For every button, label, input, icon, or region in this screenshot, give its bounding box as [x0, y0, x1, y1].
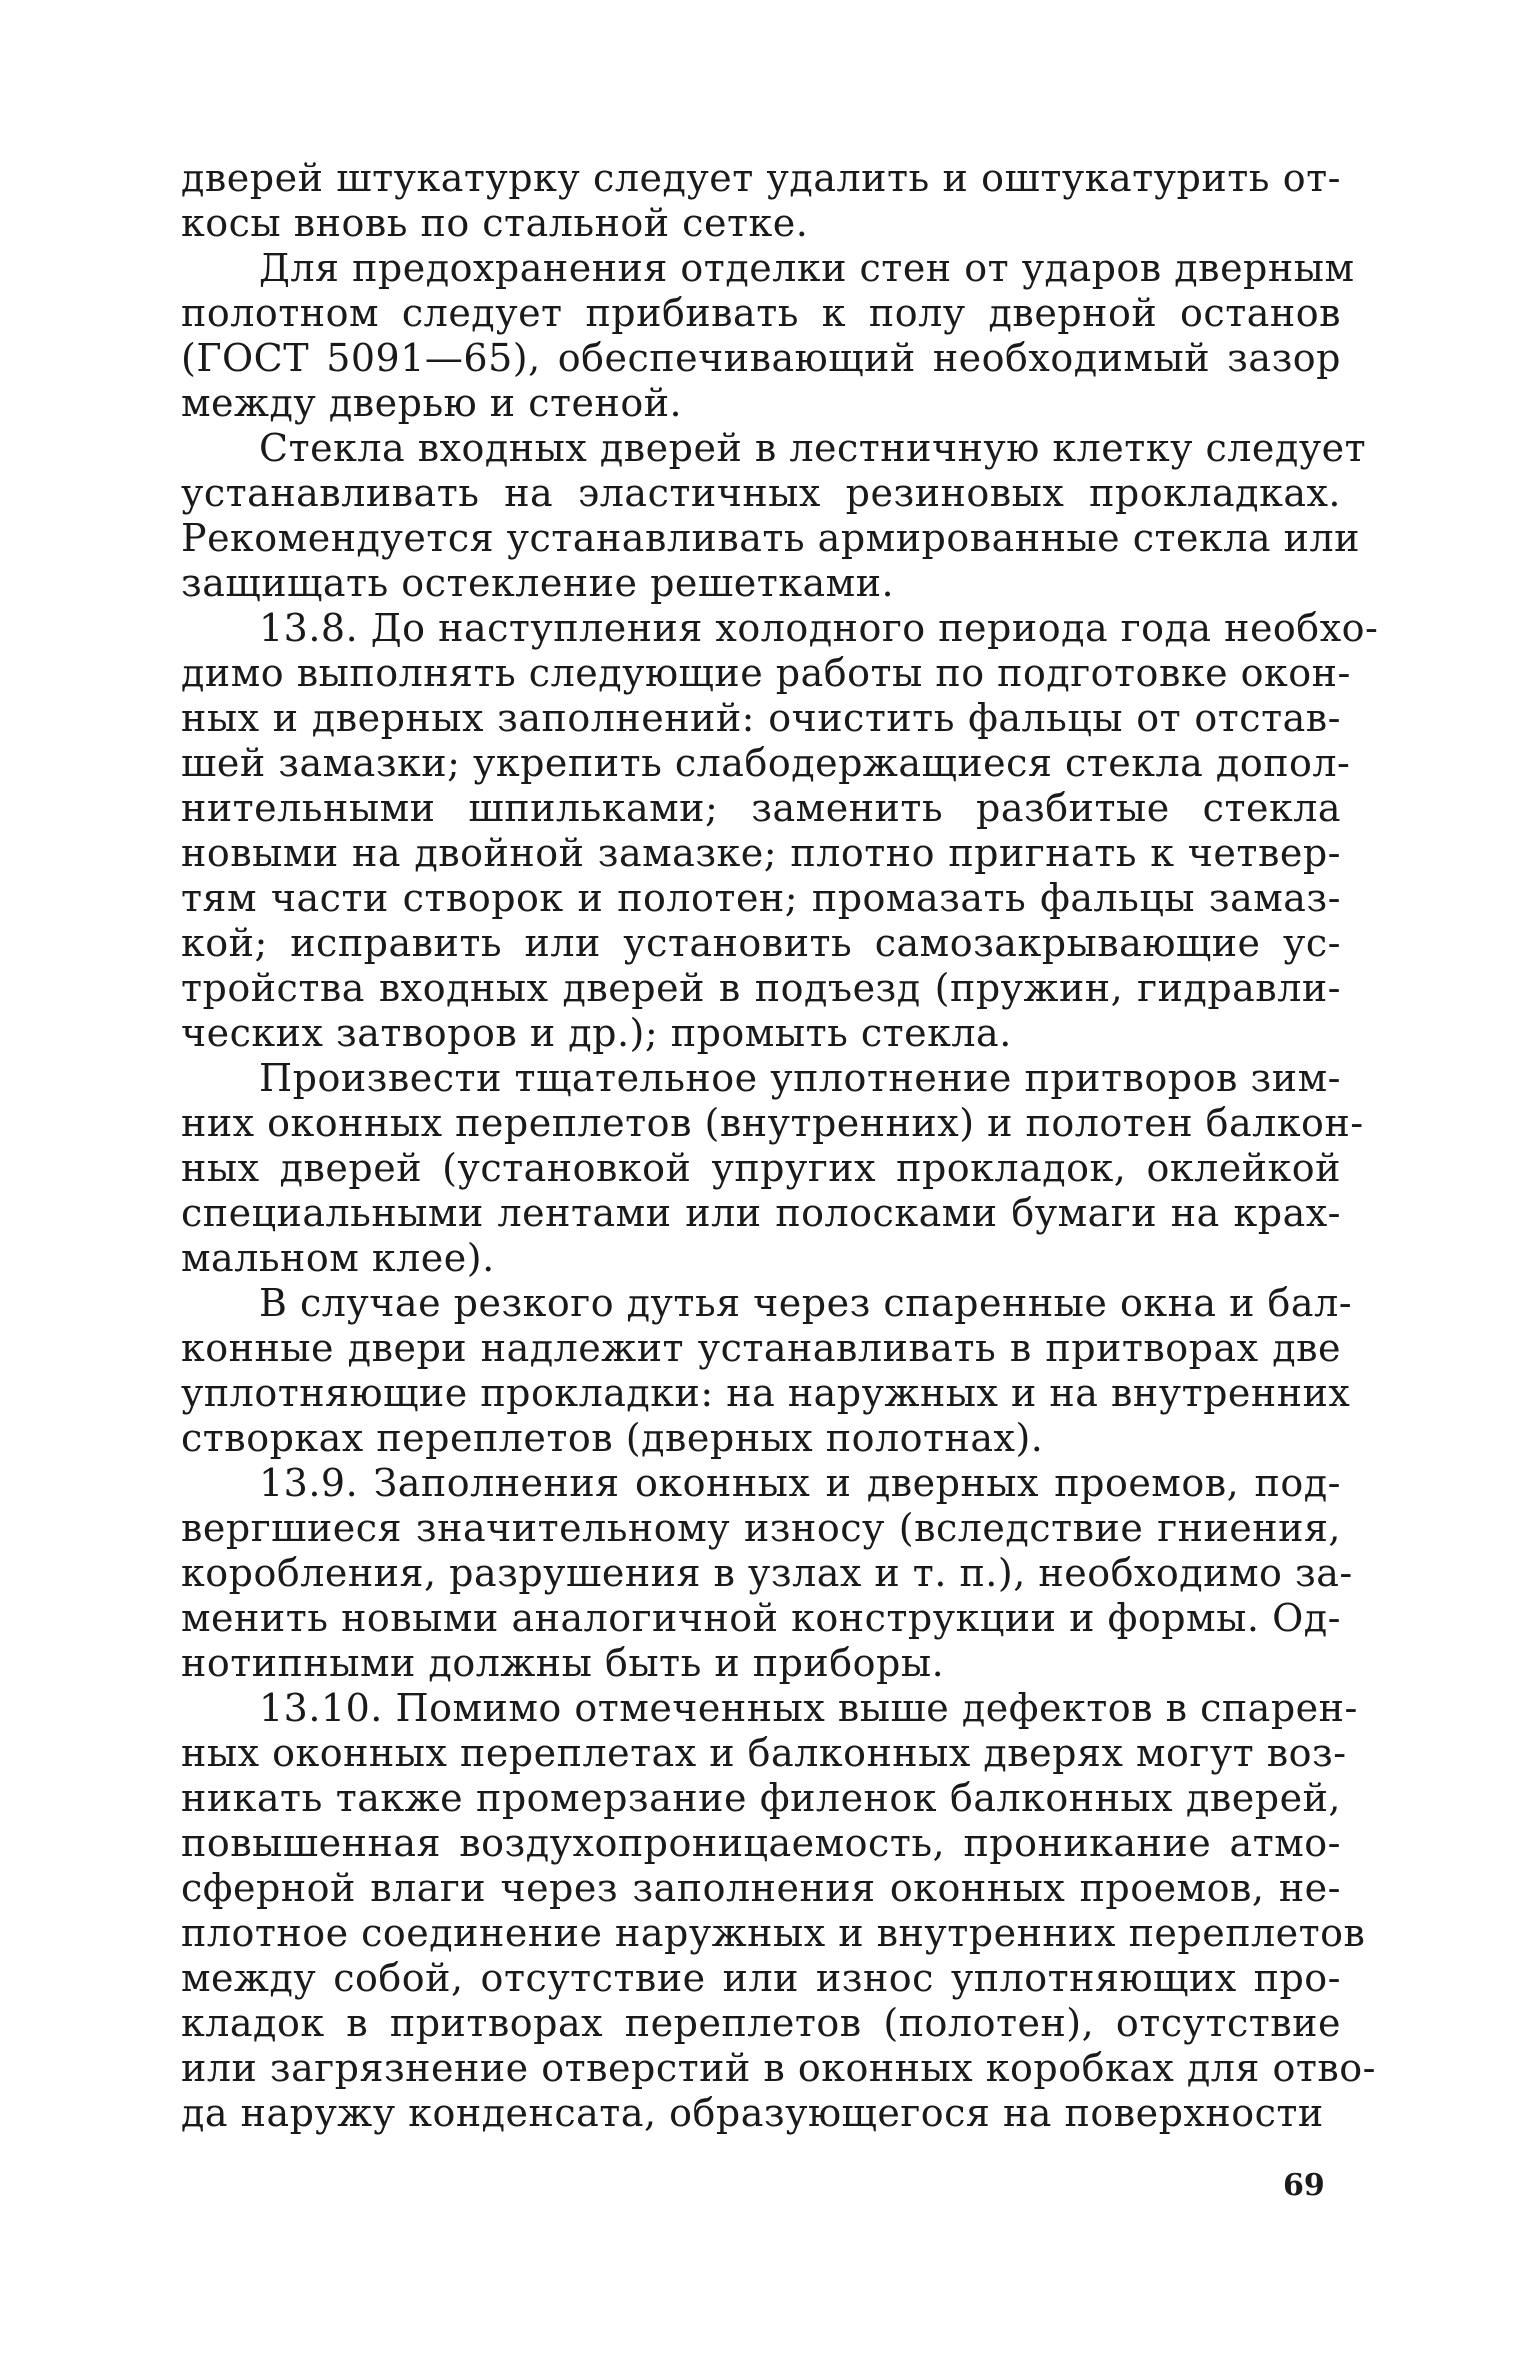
text-line: мальном клее).	[181, 1236, 495, 1280]
paragraph	[181, 606, 1379, 1056]
text-line: ческих затворов и др.); промыть стекла.	[181, 1011, 1012, 1055]
text-line: кладок в притворах переплетов (полотен), отсутствие	[181, 2001, 1341, 2045]
text-line: шей замазки; укрепить слабодержащиеся стекла допол-	[181, 741, 1351, 785]
paragraph	[181, 246, 1355, 426]
text-line: тям части створок и полотен; промазать фальцы замаз-	[181, 876, 1341, 920]
text-line: ных оконных переплетах и балконных дверях могут воз-	[181, 1731, 1347, 1775]
text-line: 13.8. До наступления холодного периода года необхо-	[259, 606, 1379, 650]
paragraph	[181, 1056, 1364, 1281]
text-line: димо выполнять следующие работы по подготовке окон-	[181, 651, 1351, 695]
text-line: менить новыми аналогичной конструкции и формы. Од-	[181, 1596, 1341, 1640]
page-number: 69	[1283, 2168, 1325, 2203]
text-line: нительными шпильками; заменить разбитые стекла	[181, 786, 1341, 830]
text-line: никать также промерзание филенок балконных дверей,	[181, 1776, 1341, 1820]
text-line: створках переплетов (дверных полотнах).	[181, 1416, 1044, 1460]
text-line: них оконных переплетов (внутренних) и полотен балкон-	[181, 1101, 1364, 1145]
text-line: новыми на двойной замазке; плотно пригнать к четвер-	[181, 831, 1341, 875]
paragraph	[181, 1281, 1353, 1461]
text-line: вергшиеся значительному износу (вследствие гниения,	[181, 1506, 1341, 1550]
text-line: нотипными должны быть и приборы.	[181, 1641, 945, 1685]
text-line: 13.9. Заполнения оконных и дверных проемов, под-	[259, 1461, 1341, 1505]
text-line: Для предохранения отделки стен от ударов дверным	[259, 246, 1355, 290]
text-line: устанавливать на эластичных резиновых прокладках.	[181, 471, 1341, 515]
text-line: специальными лентами или полосками бумаги на крах-	[181, 1191, 1341, 1235]
text-line: между собой, отсутствие или износ уплотняющих про-	[181, 1956, 1341, 2000]
text-line: Произвести тщательное уплотнение притворов зим-	[259, 1056, 1341, 1100]
text-line: да наружу конденсата, образующегося на поверхности	[181, 2091, 1324, 2135]
text-line: защищать остекление решетками.	[181, 561, 895, 605]
text-line: В случае резкого дутья через спаренные окна и бал-	[259, 1281, 1353, 1325]
text-line: коробления, разрушения в узлах и т. п.), необходимо за-	[181, 1551, 1353, 1595]
paragraph	[181, 426, 1367, 606]
text-line: Рекомендуется устанавливать армированные стекла или	[181, 516, 1360, 560]
text-line: косы вновь по стальной сетке.	[181, 201, 809, 245]
text-line: ных дверей (установкой упругих прокладок, оклейкой	[181, 1146, 1341, 1190]
text-line: Стекла входных дверей в лестничную клетку следует	[259, 426, 1367, 470]
text-line: кой; исправить или установить самозакрывающие ус-	[181, 921, 1341, 965]
text-line: повышенная воздухопроницаемость, проникание атмо-	[181, 1821, 1341, 1865]
text-line: тройства входных дверей в подъезд (пружин, гидравли-	[181, 966, 1341, 1010]
text-line: 13.10. Помимо отмеченных выше дефектов в спарен-	[259, 1686, 1358, 1730]
text-line: плотное соединение наружных и внутренних переплетов	[181, 1911, 1366, 1955]
text-line: или загрязнение отверстий в оконных коробках для отво-	[181, 2046, 1376, 2090]
body-text	[181, 156, 1379, 2136]
text-line: между дверью и стеной.	[181, 381, 683, 425]
paragraph	[181, 1461, 1353, 1686]
text-line: (ГОСТ 5091—65), обеспечивающий необходимый зазор	[181, 336, 1341, 380]
text-line: дверей штукатурку следует удалить и оштукатурить от-	[181, 156, 1341, 200]
text-line: конные двери надлежит устанавливать в притворах две	[181, 1326, 1341, 1370]
paragraph	[181, 156, 1341, 246]
text-line: сферной влаги через заполнения оконных проемов, не-	[181, 1866, 1341, 1910]
text-line: уплотняющие прокладки: на наружных и на внутренних	[181, 1371, 1351, 1415]
text-line: полотном следует прибивать к полу дверной останов	[181, 291, 1341, 335]
text-line: ных и дверных заполнений: очистить фальцы от отстав-	[181, 696, 1341, 740]
paragraph	[181, 1686, 1376, 2136]
